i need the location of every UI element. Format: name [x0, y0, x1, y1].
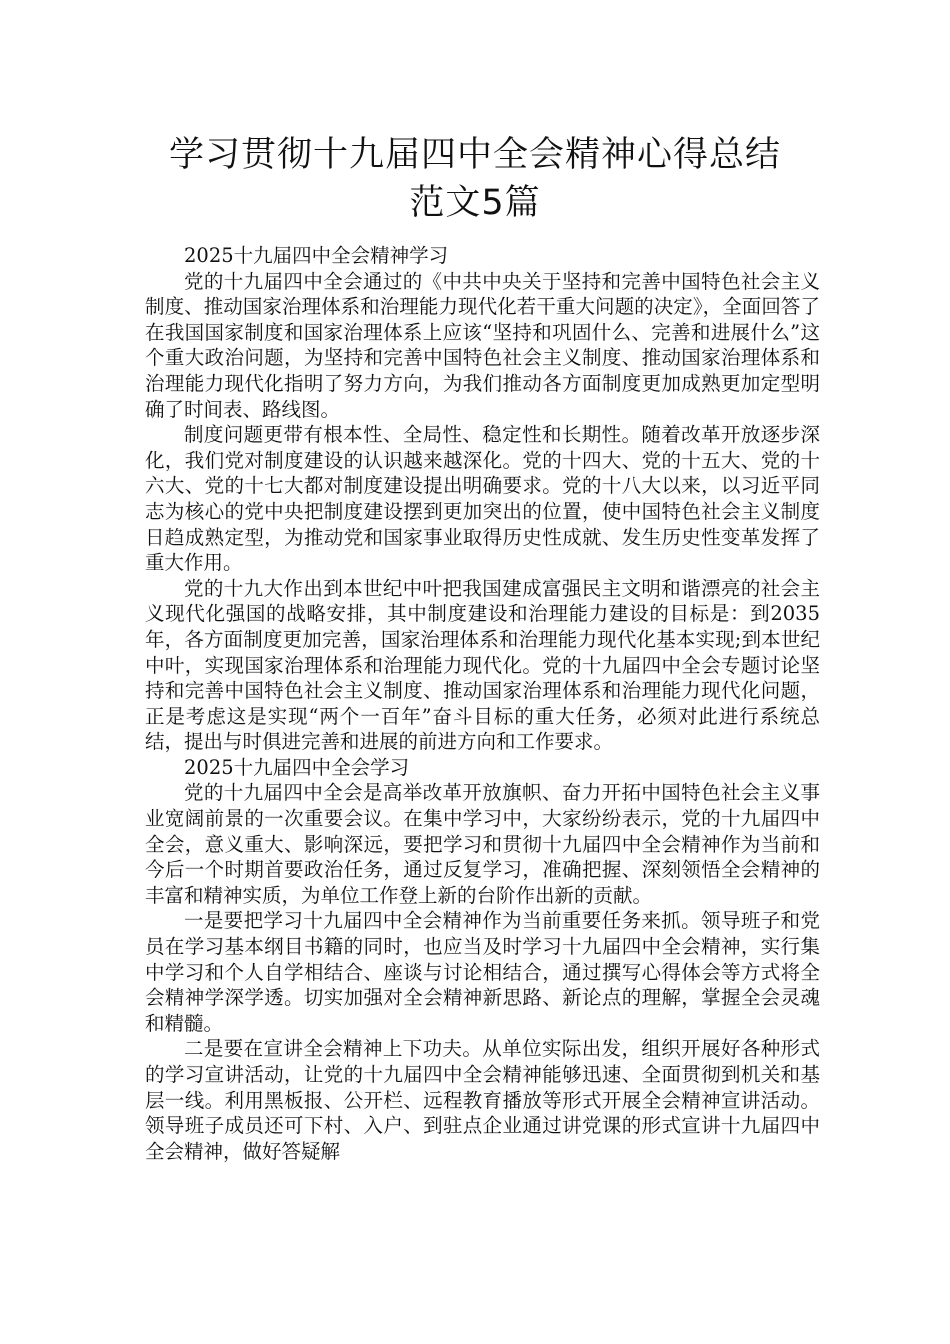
paragraph: 一是要把学习十九届四中全会精神作为当前重要任务来抓。领导班子和党员在学习基本纲目书籍的同时，也应当及时学习十九届四中全会精神，实行集中学习和个人自学相结合、座谈与讨论相结合，通过撰写心得体会等方式将全会精神学深学透。切实加强对全会精神新思路、新论点的理解，掌握全会灵魂和精髓。 [145, 909, 820, 1035]
paragraph: 二是要在宣讲全会精神上下功夫。从单位实际出发，组织开展好各种形式的学习宣讲活动，让党的十九届四中全会精神能够迅速、全面贯彻到机关和基层一线。利用黑板报、公开栏、远程教育播放等形式开展全会精神宣讲活动。领导班子成员还可下村、入户、到驻点企业通过讲党课的形式宣讲十九届四中全会精神，做好答疑解 [145, 1037, 820, 1163]
section-heading-2: 2025十九届四中全会学习 [184, 755, 410, 779]
paragraph: 党的十九届四中全会是高举改革开放旗帜、奋力开拓中国特色社会主义事业宽阔前景的一次重要会议。在集中学习中，大家纷纷表示，党的十九届四中全会，意义重大、影响深远，要把学习和贯彻十九届四中全会精神作为当前和今后一个时期首要政治任务，通过反复学习，准确把握、深刻领悟全会精神的丰富和精神实质，为单位工作登上新的台阶作出新的贡献。 [145, 781, 820, 907]
document-title-line-1: 学习贯彻十九届四中全会精神心得总结 [168, 135, 781, 175]
document-title-line-2: 范文5篇 [409, 183, 541, 223]
document-body [145, 243, 820, 1164]
paragraph: 党的十九届四中全会通过的《中共中央关于坚持和完善中国特色社会主义制度、推动国家治理体系和治理能力现代化若干重大问题的决定》，全面回答了在我国国家制度和国家治理体系上应该“坚持和巩固什么、完善和进展什么”这个重大政治问题，为坚持和完善中国特色社会主义制度、推动国家治理体系和治理能力现代化指明了努力方向，为我们推动各方面制度更加成熟更加定型明确了时间表、路线图。 [145, 269, 820, 421]
paragraph: 党的十九大作出到本世纪中叶把我国建成富强民主文明和谐漂亮的社会主义现代化强国的战略安排，其中制度建设和治理能力建设的目标是：到2035年，各方面制度更加完善，国家治理体系和治理能力现代化基本实现;到本世纪中叶，实现国家治理体系和治理能力现代化。党的十九届四中全会专题讨论坚持和完善中国特色社会主义制度、推动国家治理体系和治理能力现代化问题，正是考虑这是实现“两个一百年”奋斗目标的重大任务，必须对此进行系统总结，提出与时俱进完善和进展的前进方向和工作要求。 [145, 576, 820, 754]
paragraph: 制度问题更带有根本性、全局性、稳定性和长期性。随着改革开放逐步深化，我们党对制度建设的认识越来越深化。党的十四大、党的十五大、党的十六大、党的十七大都对制度建设提出明确要求。党的十八大以来，以习近平同志为核心的党中央把制度建设摆到更加突出的位置，使中国特色社会主义制度日趋成熟定型，为推动党和国家事业取得历史性成就、发生历史性变革发挥了重大作用。 [145, 423, 820, 575]
section-heading-1: 2025十九届四中全会精神学习 [184, 244, 449, 267]
